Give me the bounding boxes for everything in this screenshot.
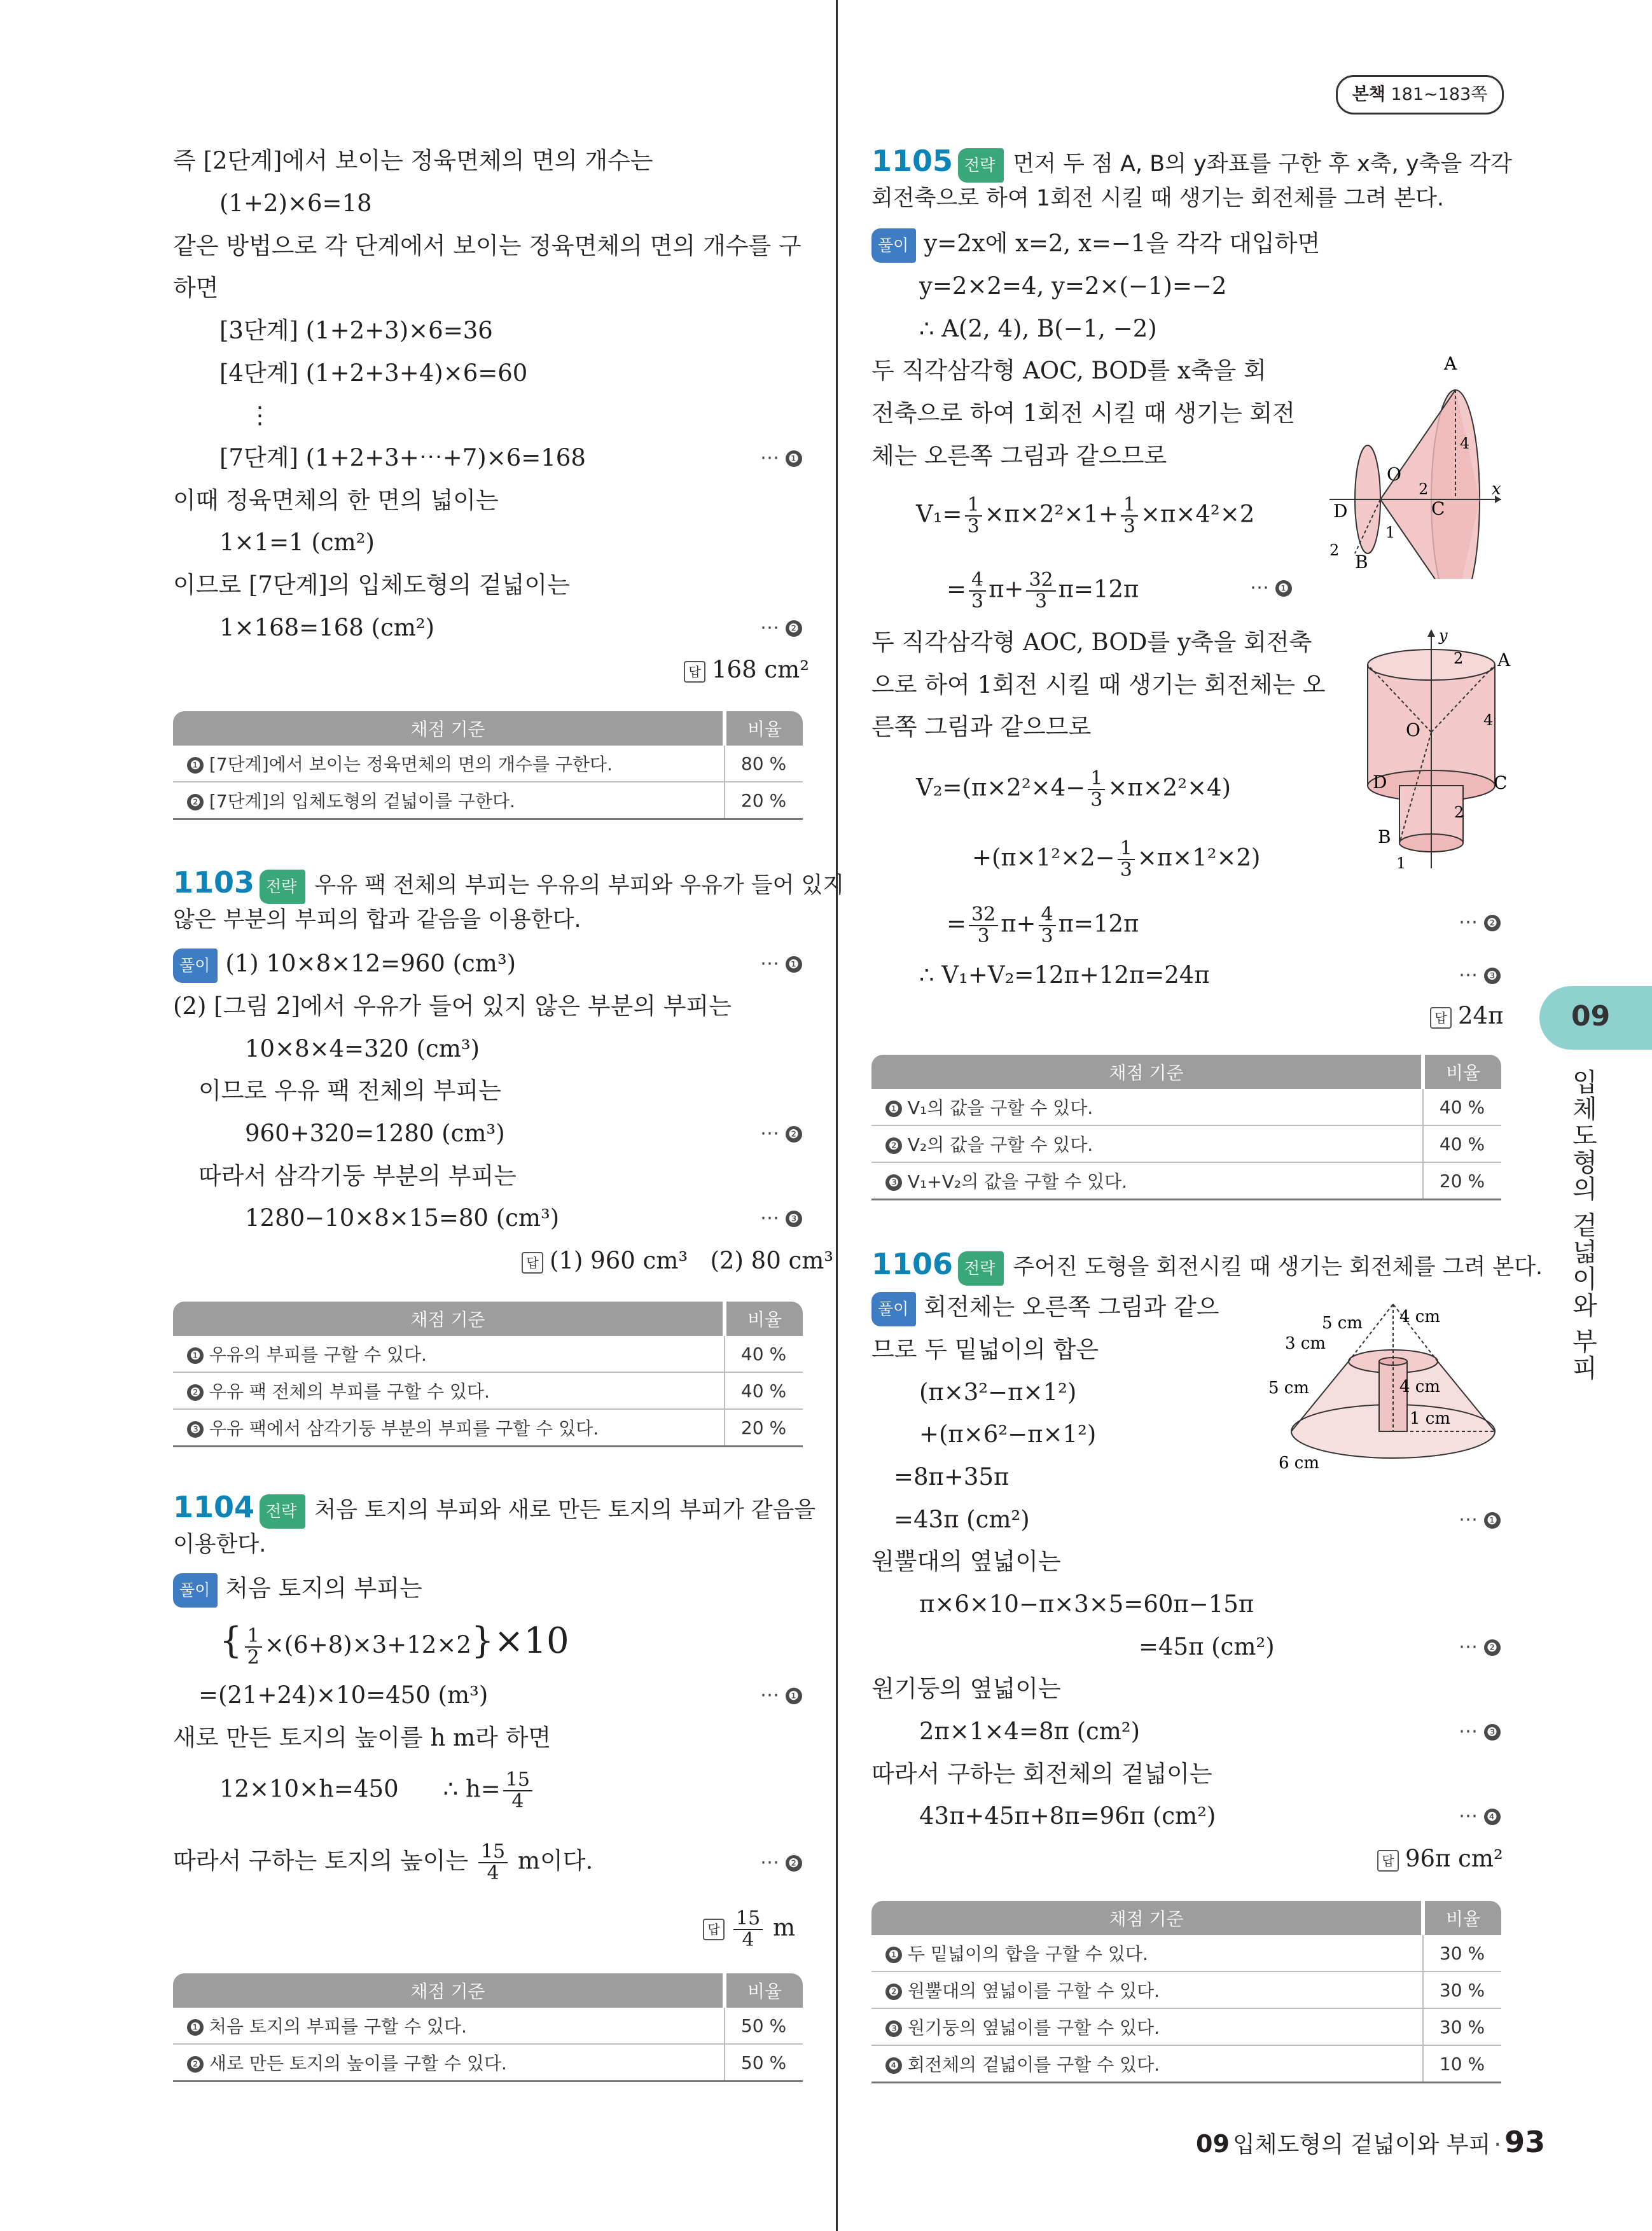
equation-line: [4단계] (1+2+3+4)×6=60 [219, 359, 528, 387]
chapter-side-title: 입체도형의 겉넓이와 부피 [1568, 1069, 1597, 1382]
equation-line: =45π (cm²) [1139, 1633, 1275, 1660]
table-row: ❷ 원뿔대의 옆넓이를 구할 수 있다. 30 % [871, 1971, 1501, 2008]
text-line: 이때 정육면체의 한 면의 넓이는 [173, 487, 499, 514]
solution-line: 풀이 y=2x에 x=2, x=−1을 각각 대입하면 [871, 228, 1320, 263]
equation-line: 1280−10×8×15=80 (cm³) [245, 1204, 560, 1232]
step-marker: ⋯ ❹ [1459, 1805, 1501, 1827]
svg-text:2: 2 [1454, 650, 1464, 667]
text-line: 따라서 삼각기둥 부분의 부피는 [198, 1162, 517, 1190]
text-line: 두 직각삼각형 AOC, BOD를 x축을 회 [871, 357, 1267, 384]
x-axis-rotation-figure [1329, 353, 1514, 579]
svg-text:3 cm: 3 cm [1285, 1334, 1326, 1353]
label-C: C [1431, 498, 1445, 519]
equation-line: 1×1=1 (cm²) [219, 529, 375, 556]
equation-line: ∴ V₁+V₂=12π+12π=24π [919, 961, 1210, 989]
table-row: ❹ 회전체의 겉넓이를 구할 수 있다. 10 % [871, 2045, 1501, 2083]
table-row: ❸ 원기둥의 옆넓이를 구할 수 있다. 30 % [871, 2008, 1501, 2045]
y-axis-rotation-figure [1361, 627, 1514, 875]
step-marker: ⋯ ❸ [1459, 1720, 1501, 1742]
text-line: 으로 하여 1회전 시킬 때 생기는 회전체는 오 [871, 671, 1326, 698]
svg-text:2: 2 [1329, 541, 1340, 559]
label-B: B [1378, 826, 1391, 847]
step-marker: ⋯ ❷ [760, 616, 802, 639]
label-A: A [1444, 353, 1457, 374]
problem-1104-header: 1104 전략 처음 토지의 부피와 새로 만든 토지의 부피가 같음을 [173, 1491, 816, 1529]
grading-criteria-table: 채점 기준 비율 ❶ 처음 토지의 부피를 구할 수 있다. 50 % ❷ 새로 만든 토지의 높이를 구할 수 있다. 50 % [173, 1973, 803, 2082]
table-row: ❷ 우유 팩 전체의 부피를 구할 수 있다. 40 % [173, 1372, 803, 1409]
chapter-side-tab: 09 [1539, 986, 1652, 1050]
equation-line: { $\frac{1}{2}$ ×(6+8)×3+12×2}×10 [219, 1620, 569, 1669]
answer-line: 답 $\frac{15}{4}$ m [703, 1908, 795, 1950]
equation-line: +(π×1²×2− $\frac{1}{3}$ ×π×1²×2) [972, 837, 1261, 881]
equation-line: = $\frac{4}{3}$ π+ $\frac{32}{3}$ π=12π [947, 569, 1139, 613]
problem-1106-header: 1106 전략 주어진 도형을 회전시킬 때 생기는 회전체를 그려 본다. [871, 1248, 1543, 1286]
page-footer: 09 입체도형의 겉넓이와 부피 · 93 [1196, 2125, 1546, 2159]
answer-line: 답 96π cm² [1377, 1843, 1503, 1875]
step-marker: ⋯ ❶ [1250, 576, 1292, 599]
solution-line: 풀이 (1) 10×8×12=960 (cm³) [173, 948, 516, 983]
equation-line: =(21+24)×10=450 (m³) [198, 1681, 489, 1709]
equation-line: +(π×6²−π×1²) [919, 1421, 1097, 1448]
equation-line: 2π×1×4=8π (cm²) [919, 1718, 1141, 1745]
grading-criteria-table: 채점 기준 비율 ❶ 두 밑넓이의 합을 구할 수 있다. 30 % ❷ 원뿔대의 옆넓이를 구할 수 있다. 30 % ❸ 원기둥의 옆넓이를 구할 수 있다. 30 % ❹ 회전체의 겉넓이를 구할 수 있다. 10 % [871, 1901, 1501, 2083]
svg-text:1: 1 [1396, 854, 1406, 872]
solution-badge: 풀이 [173, 949, 218, 983]
equation-line: 43π+45π+8π=96π (cm²) [919, 1802, 1216, 1830]
grading-criteria-table: 채점 기준 비율 ❶ V₁의 값을 구할 수 있다. 40 % ❷ V₂의 값을 구할 수 있다. 40 % ❸ V₁+V₂의 값을 구할 수 있다. 20 % [871, 1055, 1501, 1200]
problem-1103-header: 1103 전략 우유 팩 전체의 부피는 우유의 부피와 우유가 들어 있지 [173, 866, 844, 904]
solution-line: 풀이 회전체는 오른쪽 그림과 같으 [871, 1291, 1219, 1326]
answer-badge: 답 [522, 1252, 543, 1274]
equation-line: =43π (cm²) [894, 1506, 1030, 1533]
svg-text:4 cm: 4 cm [1399, 1377, 1441, 1396]
svg-text:6 cm: 6 cm [1279, 1454, 1320, 1473]
svg-text:2: 2 [1419, 480, 1429, 498]
answer-badge: 답 [1430, 1007, 1452, 1029]
label-D: D [1373, 772, 1387, 793]
equation-line: [3단계] (1+2+3)×6=36 [219, 317, 493, 344]
equation-line: 12×10×h=450 ∴ h= $\frac{15}{4}$ [219, 1770, 535, 1812]
step-marker: ⋯ ❸ [760, 1207, 802, 1229]
equation-line: = $\frac{32}{3}$ π+ $\frac{4}{3}$ π=12π [947, 903, 1139, 947]
step-marker: ⋯ ❶ [760, 952, 802, 975]
table-row: ❶ 두 밑넓이의 합을 구할 수 있다. 30 % [871, 1935, 1501, 1971]
svg-text:2: 2 [1454, 803, 1464, 821]
equation-line: V₂=(π×2²×4− $\frac{1}{3}$ ×π×2²×4) [916, 767, 1231, 811]
text-line: 이므로 [7단계]의 입체도형의 겉넓이는 [173, 571, 570, 599]
text-line: 두 직각삼각형 AOC, BOD를 y축을 회전축 [871, 629, 1312, 656]
column-divider [836, 0, 838, 2231]
step-marker: ⋯ ❶ [760, 1684, 802, 1706]
table-row: ❸ 우유 팩에서 삼각기둥 부분의 부피를 구할 수 있다. 20 % [173, 1409, 803, 1447]
svg-text:4: 4 [1460, 434, 1470, 452]
answer-badge: 답 [703, 1919, 725, 1940]
step-marker: ⋯ ❷ [1459, 911, 1501, 933]
grading-criteria-table: 채점 기준 비율 ❶ [7단계]에서 보이는 정육면체의 면의 개수를 구한다. 80 % ❷ [7단계]의 입체도형의 겉넓이를 구한다. 20 % [173, 711, 803, 820]
text-line: 이므로 우유 팩 전체의 부피는 [198, 1077, 501, 1104]
text-line: 원뿔대의 옆넓이는 [871, 1548, 1061, 1575]
step-marker: ⋯ ❷ [1459, 1636, 1501, 1658]
equation-line: (1+2)×6=18 [219, 190, 372, 217]
svg-text:4 cm: 4 cm [1399, 1307, 1441, 1326]
text-line: 전축으로 하여 1회전 시킬 때 생기는 회전 [871, 400, 1295, 427]
answer-line: 답 24π [1430, 1000, 1503, 1032]
footer-title: 입체도형의 겉넓이와 부피 [1232, 2132, 1491, 2158]
label-B: B [1355, 552, 1368, 573]
step-marker: ⋯ ❸ [1459, 964, 1501, 986]
svg-text:1: 1 [1385, 524, 1396, 541]
label-D: D [1333, 501, 1348, 522]
step-marker: ⋯ ❷ [760, 1851, 802, 1873]
text-line: (2) [그림 2]에서 우유가 들어 있지 않은 부분의 부피는 [173, 992, 732, 1020]
svg-text:5 cm: 5 cm [1268, 1379, 1310, 1398]
label-O: O [1387, 464, 1401, 485]
label-A: A [1497, 650, 1511, 671]
equation-line: (π×3²−π×1²) [919, 1379, 1077, 1406]
svg-text:5 cm: 5 cm [1322, 1314, 1363, 1333]
strategy-text: 회전축으로 하여 1회전 시킬 때 생기는 회전체를 그려 본다. [871, 186, 1445, 211]
text-line: 원기둥의 옆넓이는 [871, 1675, 1061, 1702]
answer-badge: 답 [1377, 1850, 1399, 1872]
equation-line: 960+320=1280 (cm³) [245, 1120, 505, 1147]
footer-chapter: 09 [1196, 2130, 1230, 2158]
answer-line: 답 168 cm² [684, 654, 809, 686]
equation-line: 10×8×4=320 (cm³) [245, 1035, 480, 1062]
frustum-figure [1266, 1298, 1508, 1482]
equation-line: 1×168=168 (cm²) [219, 614, 435, 641]
table-row: ❷ 새로 만든 토지의 높이를 구할 수 있다. 50 % [173, 2044, 803, 2082]
book-ref-pages: 181~183쪽 [1391, 85, 1488, 104]
text-line: 른쪽 그림과 같으므로 [871, 713, 1092, 740]
grading-criteria-table: 채점 기준 비율 ❶ 우유의 부피를 구할 수 있다. 40 % ❷ 우유 팩 전체의 부피를 구할 수 있다. 40 % ❸ 우유 팩에서 삼각기둥 부분의 부피를 구할 수 있다. 20 % [173, 1302, 803, 1447]
equation-line: =8π+35π [894, 1463, 1010, 1491]
equation-line: π×6×10−π×3×5=60π−15π [919, 1590, 1254, 1618]
solution-badge: 풀이 [871, 228, 916, 263]
solution-badge: 풀이 [871, 1292, 916, 1326]
label-x: x [1492, 480, 1501, 499]
label-y: y [1439, 627, 1448, 644]
text-line: 즉 [2단계]에서 보이는 정육면체의 면의 개수는 [173, 147, 653, 174]
table-row: ❸ V₁+V₂의 값을 구할 수 있다. 20 % [871, 1162, 1501, 1200]
text-line: 체는 오른쪽 그림과 같으므로 [871, 442, 1167, 469]
step-marker: ⋯ ❶ [760, 447, 802, 469]
text-line: 하면 [173, 274, 219, 302]
table-row: ❷ [7단계]의 입체도형의 겉넓이를 구한다. 20 % [173, 782, 803, 819]
step-marker: ⋯ ❷ [760, 1122, 802, 1144]
strategy-text: 이용한다. [173, 1532, 267, 1557]
page-number: 93 [1504, 2125, 1546, 2159]
solution-line: 풀이 처음 토지의 부피는 [173, 1573, 422, 1608]
problem-1105-header: 1105 전략 먼저 두 점 A, B의 y좌표를 구한 후 x축, y축을 각각 [871, 145, 1512, 183]
svg-text:4: 4 [1483, 711, 1494, 729]
text-line: 같은 방법으로 각 단계에서 보이는 정육면체의 면의 개수를 구 [173, 232, 802, 260]
strategy-text: 않은 부분의 부피의 합과 같음을 이용한다. [173, 907, 581, 933]
text-line: 새로 만든 토지의 높이를 h m라 하면 [173, 1724, 552, 1751]
text-line: 므로 두 밑넓이의 합은 [871, 1336, 1099, 1363]
text-line: 따라서 구하는 토지의 높이는 $\frac{15}{4}$ m이다. [173, 1840, 593, 1884]
equation-line: [7단계] (1+2+3+⋯+7)×6=168 [219, 444, 586, 471]
svg-text:1 cm: 1 cm [1410, 1409, 1451, 1428]
equation-line: y=2×2=4, y=2×(−1)=−2 [919, 272, 1227, 300]
table-row: ❶ [7단계]에서 보이는 정육면체의 면의 개수를 구한다. 80 % [173, 746, 803, 782]
book-page-reference [1336, 75, 1504, 115]
equation-line: V₁= $\frac{1}{3}$ ×π×2²×1+ $\frac{1}{3}$ ×π×4²×2 [916, 494, 1255, 538]
solution-badge: 풀이 [173, 1573, 218, 1608]
book-ref-label: 본책 [1352, 85, 1385, 104]
label-O: O [1406, 719, 1420, 740]
answer-badge: 답 [684, 661, 705, 683]
vertical-ellipsis: ⋮ [248, 401, 272, 429]
answer-line: 답 (1) 960 cm³ (2) 80 cm³ [522, 1245, 833, 1277]
table-row: ❶ 우유의 부피를 구할 수 있다. 40 % [173, 1336, 803, 1372]
table-row: ❶ 처음 토지의 부피를 구할 수 있다. 50 % [173, 2008, 803, 2044]
equation-line: ∴ A(2, 4), B(−1, −2) [919, 315, 1157, 342]
table-row: ❷ V₂의 값을 구할 수 있다. 40 % [871, 1125, 1501, 1162]
label-C: C [1494, 772, 1508, 793]
text-line: 따라서 구하는 회전체의 겉넓이는 [871, 1760, 1212, 1788]
step-marker: ⋯ ❶ [1459, 1508, 1501, 1531]
table-row: ❶ V₁의 값을 구할 수 있다. 40 % [871, 1089, 1501, 1125]
